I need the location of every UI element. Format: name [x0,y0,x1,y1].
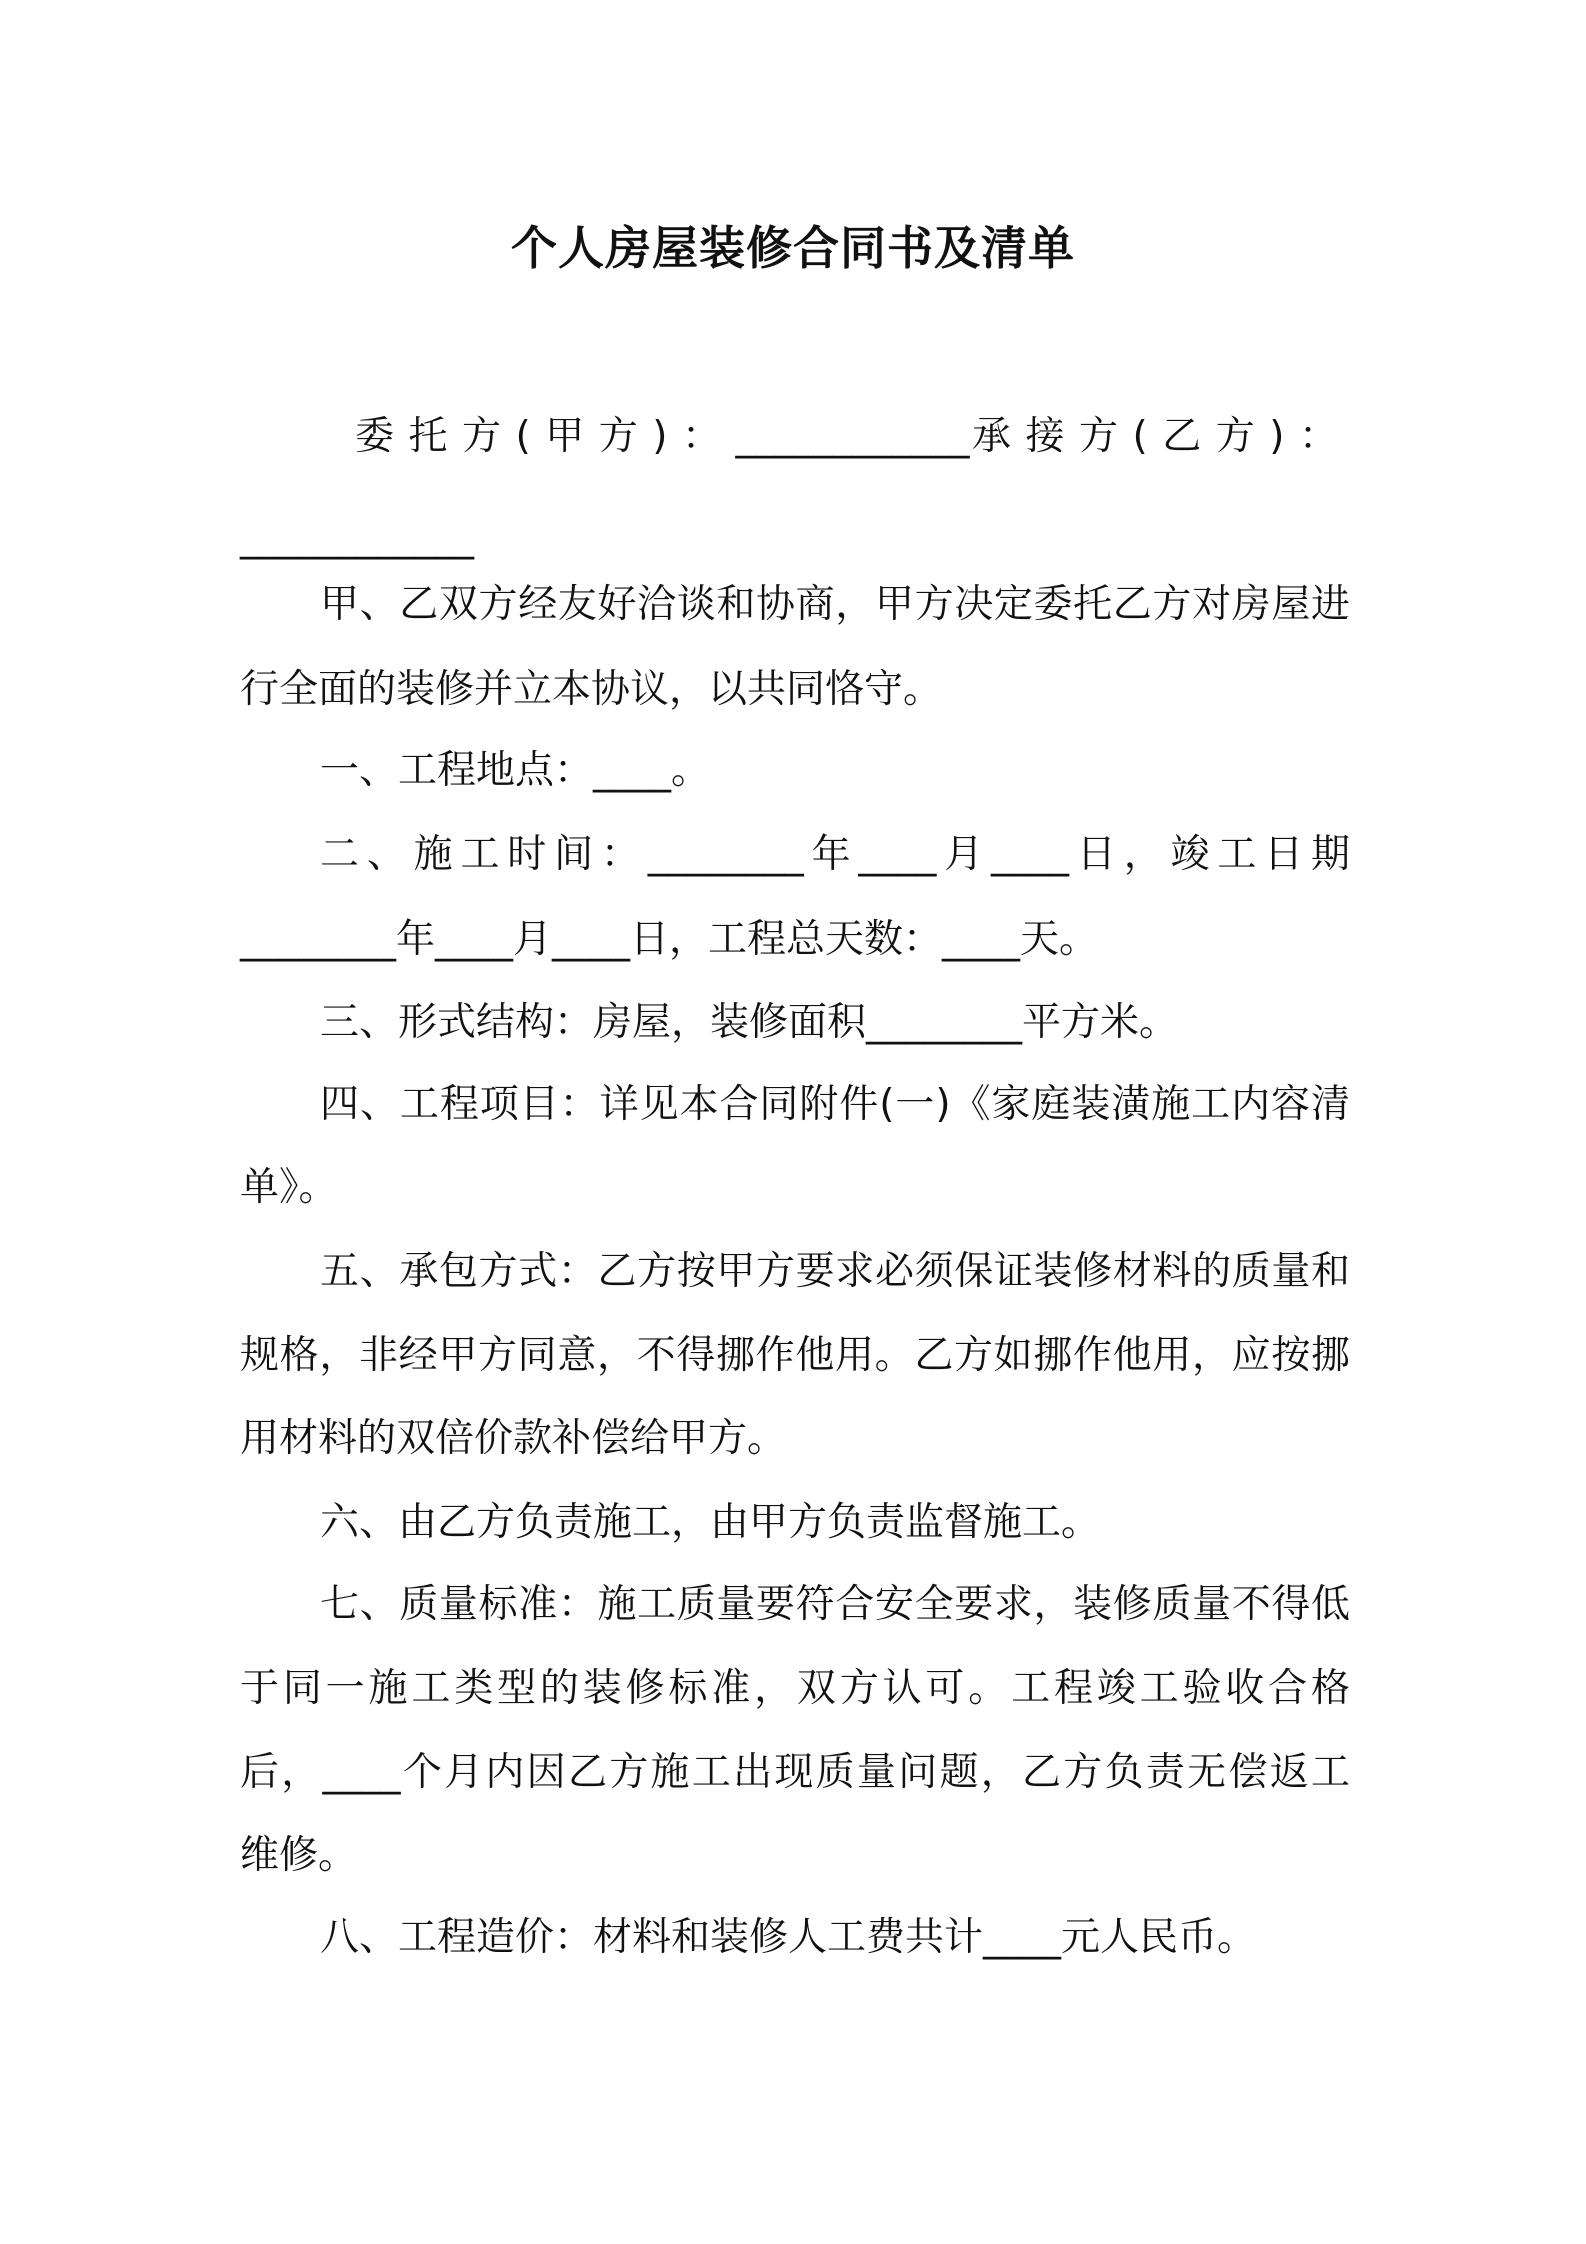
client-label: 委托方(甲方)： [355,414,736,459]
clause-responsibility: 六、由乙方负责施工，由甲方负责监督施工。 [320,1500,1101,1545]
clause-contract-method-cont: 用材料的双倍价款补偿给甲方。 [240,1416,787,1461]
clause-contract-method: 五、承包方式：乙方按甲方要求必须保证装修材料的质量和 [320,1249,1350,1294]
clause-price: 八、工程造价：材料和装修人工费共计____元人民币。 [320,1915,1257,1960]
clause-contract-method-cont: 规格，非经甲方同意，不得挪作他用。乙方如挪作他用，应按挪 [240,1333,1350,1378]
paragraph-line: 行全面的装修并立本协议，以共同恪守。 [240,667,943,712]
clause-schedule: 二、施工时间：________年____月____日，竣工日期 [320,832,1350,877]
parties-line [355,414,1350,461]
contractor-blank: ____________ [240,515,474,560]
clause-quality: 七、质量标准：施工质量要符合安全要求，装修质量不得低 [320,1582,1350,1627]
clause-quality-cont: 于同一施工类型的装修标准，双方认可。工程竣工验收合格 [240,1666,1350,1711]
client-blank: ____________ [735,414,970,459]
clause-items: 四、工程项目：详见本合同附件(一)《家庭装潢施工内容清 [320,1082,1350,1127]
page-title: 个人房屋装修合同书及清单 [511,221,1075,275]
clause-schedule-cont: ________年____月____日，工程总天数：____天。 [240,917,1099,962]
clause-quality-cont: 维修。 [240,1833,358,1878]
clause-structure: 三、形式结构：房屋，装修面积________平方米。 [320,1000,1179,1045]
paragraph-line: 甲、乙双方经友好洽谈和协商，甲方决定委托乙方对房屋进 [320,582,1350,627]
clause-quality-cont: 后，____个月内因乙方施工出现质量问题，乙方负责无偿返工 [240,1750,1350,1795]
clause-items-cont: 单》。 [240,1165,338,1210]
contractor-label: 承接方(乙方)： [969,414,1350,459]
clause-location: 一、工程地点：____。 [320,748,711,793]
